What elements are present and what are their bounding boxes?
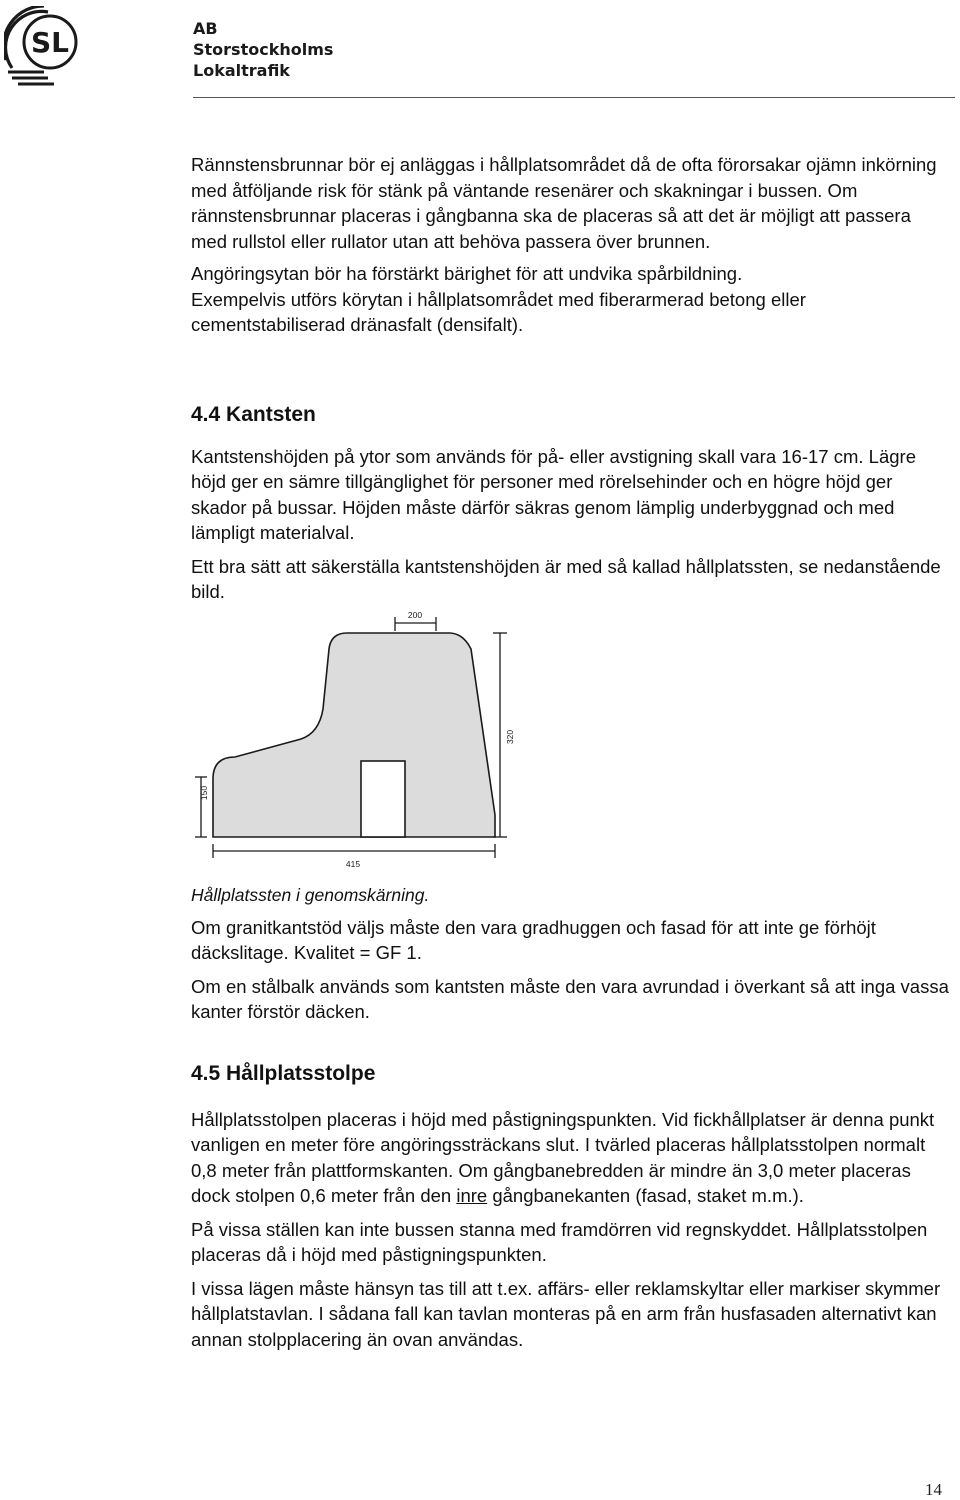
hallplatssten-diagram (191, 609, 711, 879)
document-body (191, 152, 951, 1352)
heading-hallplatsstolpe: 4.5 Hållplatsstolpe (191, 1061, 376, 1085)
page-number: 14 (925, 1480, 942, 1499)
paragraph-stalbalk: Om en stålbalk används som kantsten måste den vara avrundad i överkant så att inga vassa kanter förstör däcken. (191, 975, 949, 1022)
dimension-bottom-label: 415 (345, 858, 361, 869)
figure-caption: Hållplatssten i genomskärning. (191, 884, 430, 905)
company-line: Storstockholms (193, 40, 334, 59)
underlined-word: inre (456, 1185, 488, 1206)
paragraph-stolpe-part: gångbanekanten (fasad, staket m.m.). (487, 1185, 804, 1206)
curb-core (361, 761, 405, 837)
paragraph-markiser: I vissa lägen måste hänsyn tas till att t.ex. affärs- eller reklamskyltar eller markiser skymmer hållplatstavlan. I sådana fall kan tavlan monteras på en arm från husfasaden alternativt kan annan stolpplacering än ovan användas. (191, 1277, 941, 1350)
paragraph-hallplatssten: Ett bra sätt att säkerställa kantstenshöjden är med så kallad hållplatssten, se nedanstående bild. (191, 555, 941, 602)
paragraph-stolpe (191, 1107, 951, 1209)
heading-kantsten: 4.4 Kantsten (191, 402, 316, 426)
paragraph-stolpe-part: Hållplatsstolpen placeras i höjd med påstigningspunkten. Vid fickhållplatser är denna punkt vanligen en meter före angöringssträckans slut. I tvärled placeras hållplatsstolpen normalt 0,8 meter från plattformskanten. Om gångbanebredden är mindre än 3,0 meter placeras dock stolpen 0,6 meter från den (191, 1108, 935, 1206)
company-name (193, 18, 333, 81)
paragraph-angoring: Angöringsytan bör ha förstärkt bärighet för att undvika spårbildning. (191, 263, 743, 284)
dimension-top-label: 200 (407, 609, 423, 620)
company-line: Lokaltrafik (193, 61, 290, 80)
company-line: AB (193, 19, 218, 38)
dimension-bottom (213, 844, 495, 858)
paragraph-kantsten-height: Kantstenshöjden på ytor som används för på- eller avstigning skall vara 16-17 cm. Lägre höjd ger en sämre tillgänglighet för personer med rörelsehinder och en högre höjd ger skador på bussar. Höjden måste därför säkras genom lämplig underbyggnad och med lämpligt materialval. (191, 445, 916, 543)
dimension-right-label: 320 (505, 729, 515, 744)
dimension-left-label: 150 (199, 785, 209, 800)
paragraph-exempel: Exempelvis utförs körytan i hållplatsområdet med fiberarmerad betong eller cementstabiliserad dränasfalt (densifalt). (191, 288, 806, 335)
paragraph-brunnar: Rännstensbrunnar bör ej anläggas i hållplatsområdet då de ofta förorsakar ojämn inkörning med åtföljande risk för stänk på väntande resenärer och skakningar i bussen. Om rännstensbrunnar placeras i gångbanna ska de placeras så att det är möjligt att passera med rullstol eller rullator utan att behöva passera över brunnen. (191, 154, 937, 252)
header-divider (193, 97, 955, 98)
paragraph-granit: Om granitkantstöd väljs måste den vara gradhuggen och fasad för att inte ge förhöjt däckslitage. Kvalitet = GF 1. (191, 916, 876, 963)
sl-logo-icon (4, 6, 84, 86)
curb-profile (213, 633, 495, 837)
logo-text: SL (30, 26, 70, 59)
paragraph-regnskydd: På vissa ställen kan inte bussen stanna med framdörren vid regnskyddet. Hållplatsstolpen placeras då i höjd med påstigningspunkten. (191, 1218, 928, 1265)
